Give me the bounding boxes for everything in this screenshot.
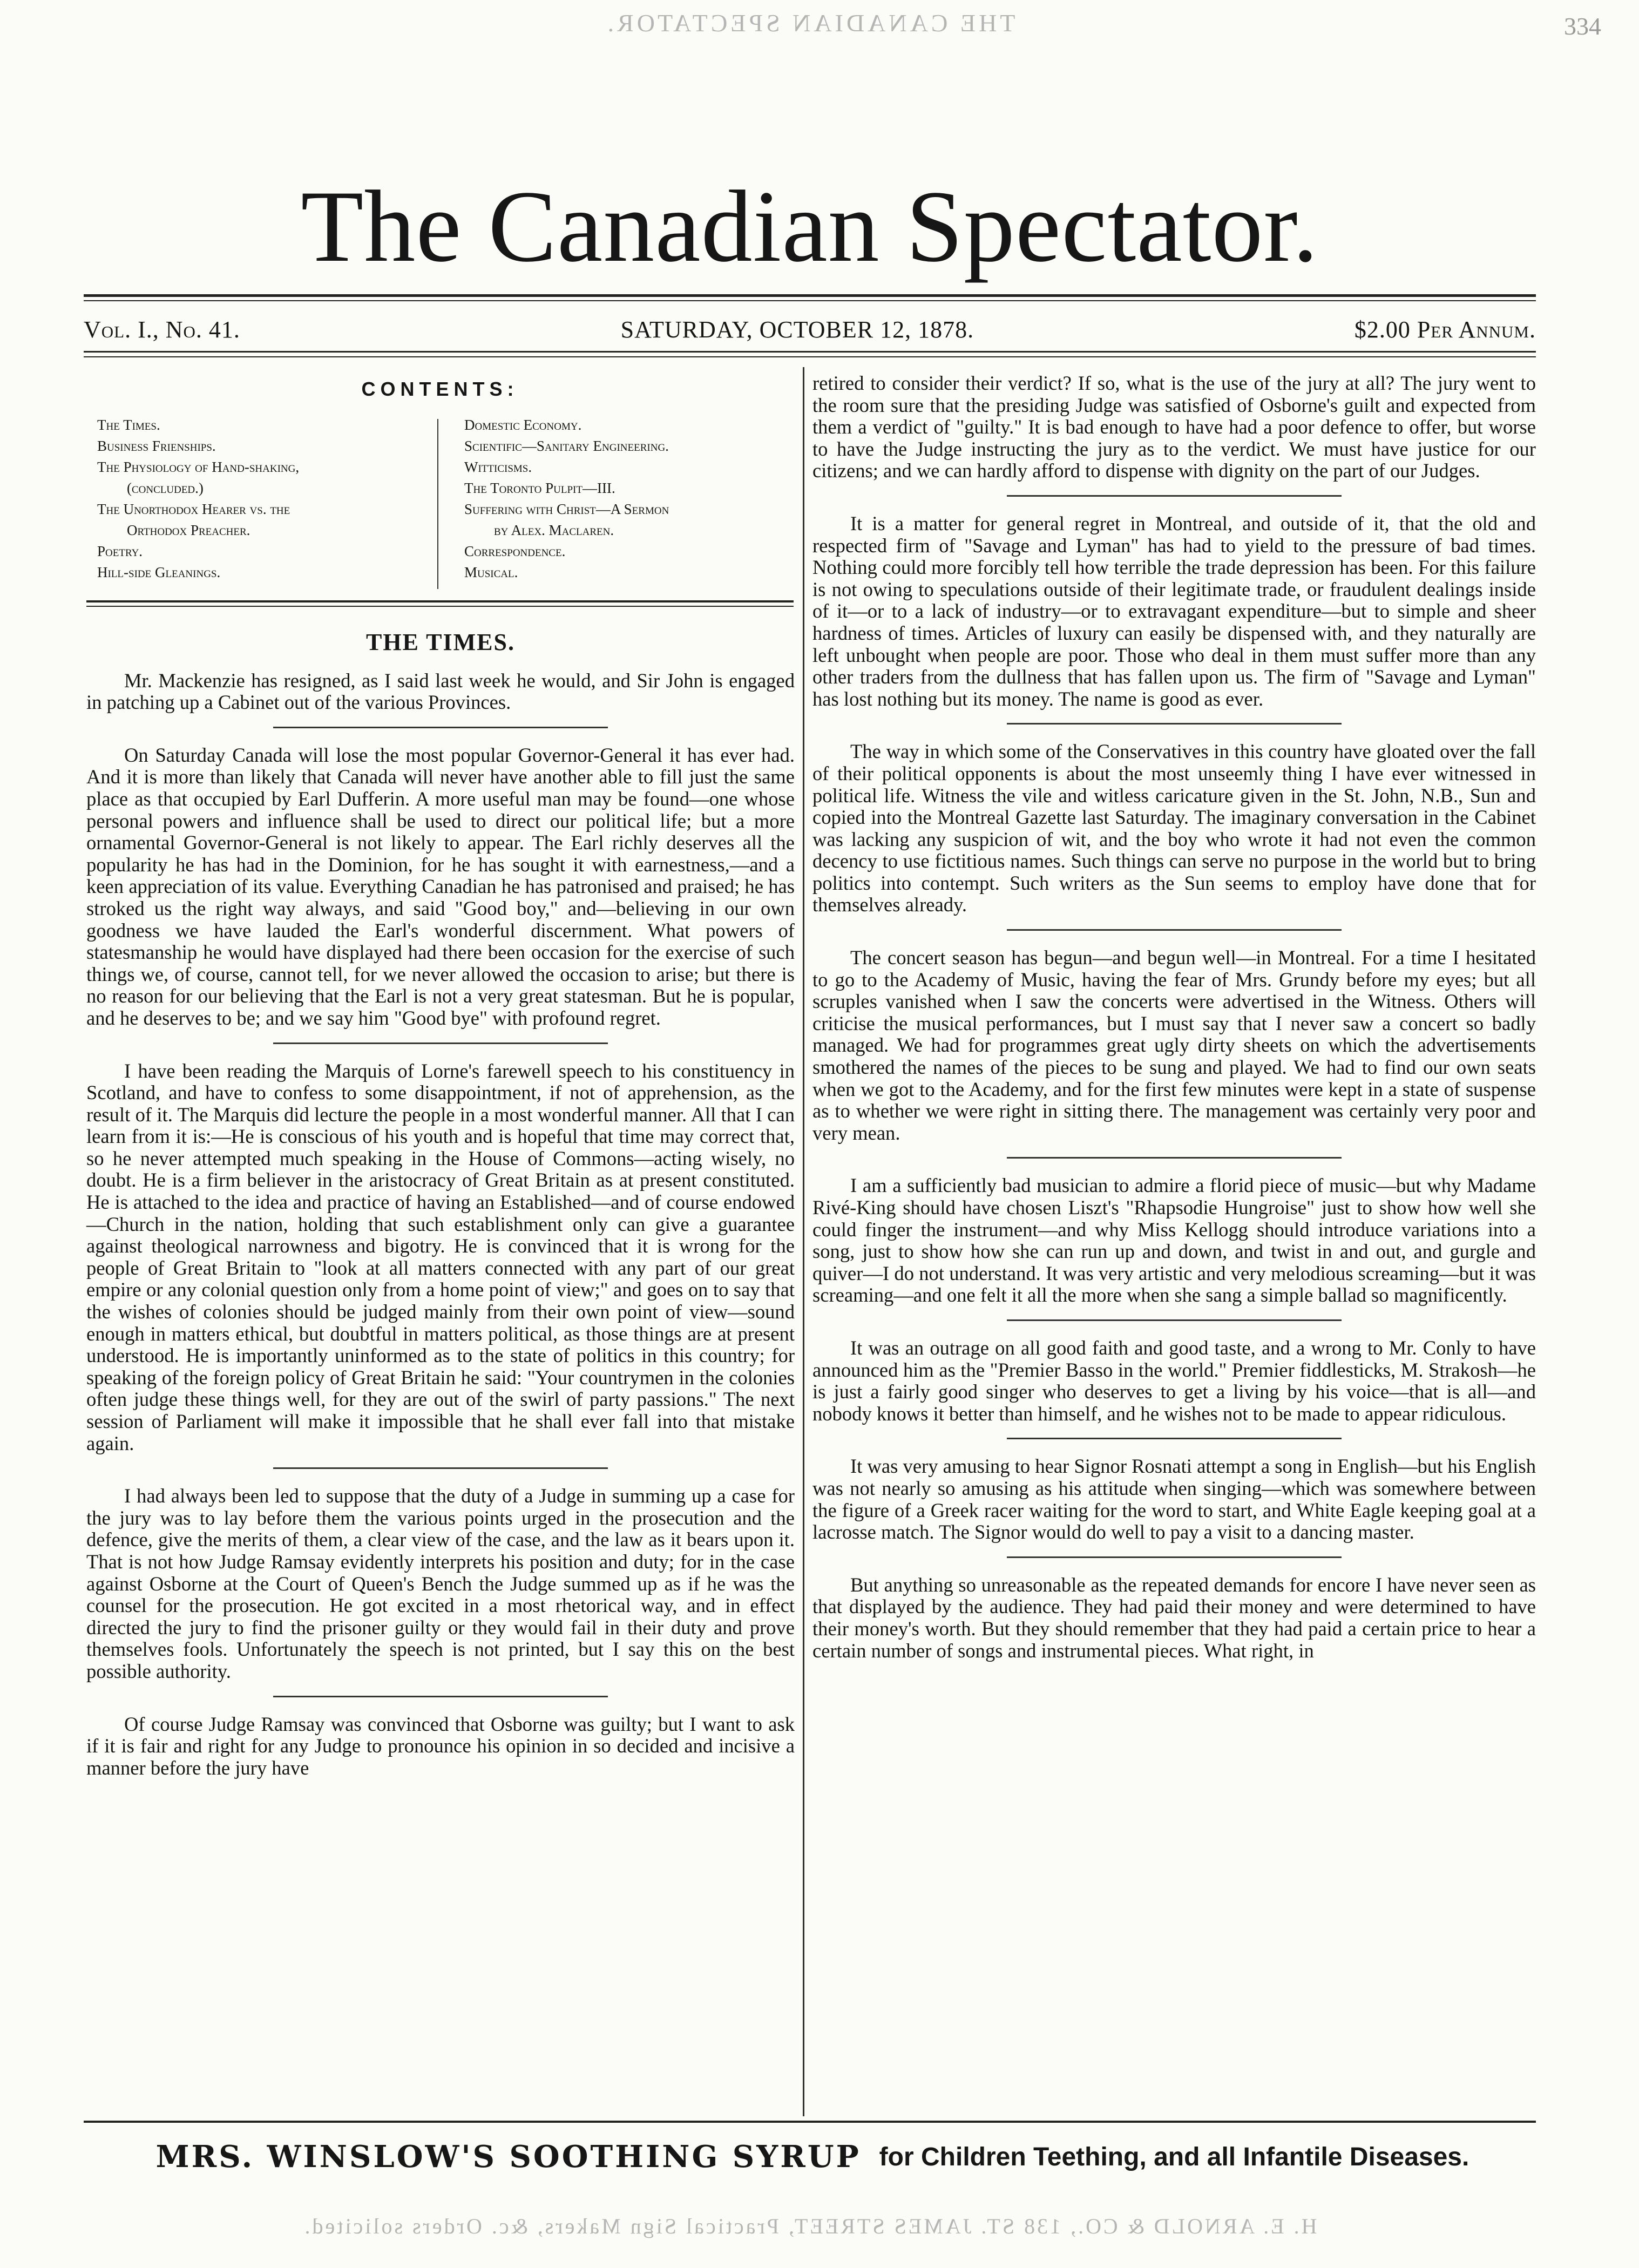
contents-item: The Toronto Pulpit—III.	[464, 480, 615, 496]
article-paragraph: The way in which some of the Conservatives in this country have gloated over the fall of their political opponents is about the most unseemly thing I have ever witnessed in political life. Witness the vile and witless caricature given in the St. John, N.B., Sun and copied into the Montreal Gazette last Saturday. The imaginary conversation in the Cabinet was lacking any suspicion of wit, and the boy who wrote it had not even the common decency to use fictitious names. Such things can serve no purpose in the world but to bring politics into contempt. Such writers as the Sun seems to employ have done that for themselves already.	[812, 740, 1536, 916]
contents-heading: CONTENTS:	[361, 378, 519, 400]
article-paragraph: It is a matter for general regret in Montreal, and outside of it, that the old and respected firm of "Savage and Lyman" has had to yield to the pressure of bad times. Nothing could more forcibly tell how terrible the trade depression has been. For this failure is not owing to speculations outside of their legitimate trade, or fraudulent dealings inside of it—or to a lack of industry—or to extravagant expenditure—but to simple and sheer hardness of times. Articles of luxury can easily be dispensed with, and they naturally are left unbought when people are poor. Those who deal in them must suffer more than any other traders from the dullness that has fallen upon us. The firm of "Savage and Lyman" has lost nothing but its money. The name is good as ever.	[812, 512, 1536, 710]
dateline-rule	[84, 351, 1536, 353]
left-column	[86, 615, 795, 1779]
article-paragraph: retired to consider their verdict? If so, what is the use of the jury at all? The jury went to the room sure that the presiding Judge was satisfied of Osborne's guilt and expected from them a verdict of "guilty." It is bad enough to have had a poor defence to offer, but worse to have the Judge instructing the jury as to the verdict. We must have justice for our citizens; and we can hardly afford to dispense with dignity on the part of our Judges.	[812, 372, 1536, 482]
section-separator	[1007, 495, 1342, 497]
article-paragraph: I had always been led to suppose that the duty of a Judge in summing up a case for the jury was to lay before them the various points urged in the prosecution and the defence, give the merits of them, a clear view of the case, and the law as it bears upon it. That is not how Judge Ramsay evidently interprets his position and duty; for in the case against Osborne at the Court of Queen's Bench the Judge summed up as if he was the counsel for the prosecution. He got excited in a most rhetorical way, and in effect directed the jury to find the prisoner guilty or they would fail in their duty and prove themselves fools. Unfortunately the speech is not printed, but I say this on the best possible authority.	[86, 1485, 795, 1682]
contents-divider	[437, 419, 438, 589]
advertisement-text: for Children Teething, and all Infantile Diseases.	[879, 2142, 1469, 2171]
masthead-title: The Canadian Spectator.	[301, 170, 1319, 283]
contents-item: The Unorthodox Hearer vs. the	[97, 501, 290, 517]
contents-item: Scientific—Sanitary Engineering.	[464, 438, 669, 454]
dateline	[84, 312, 1536, 347]
contents-box	[86, 378, 794, 594]
section-separator	[273, 1696, 608, 1697]
section-separator	[1007, 1157, 1342, 1159]
contents-item: Witticisms.	[464, 459, 532, 475]
contents-bottom-rule	[86, 600, 794, 602]
section-separator	[1007, 1556, 1342, 1558]
contents-item: Domestic Economy.	[464, 417, 582, 433]
section-separator	[1007, 1438, 1342, 1439]
right-column	[812, 373, 1536, 1662]
contents-item: Poetry.	[97, 543, 143, 559]
article-paragraph: The concert season has begun—and begun well—in Montreal. For a time I hesitated to go to the Academy of Music, having the fear of Mrs. Grundy before my eyes; but all scruples vanished when I saw the concerts were advertised in the Witness. Others will criticise the musical performances, but I must say that I never saw a concert so badly managed. We had for programmes great ugly dirty sheets on which the advertisements smothered the names of the pieces to be sung and played. We had to find our own seats when we got to the Academy, and for the first few minutes were kept in a state of suspense as to whether we were right in sitting there. The management was certainly very poor and very mean.	[812, 946, 1536, 1144]
issue-date: SATURDAY, OCTOBER 12, 1878.	[620, 316, 974, 343]
section-separator	[1007, 929, 1342, 931]
contents-item: The Physiology of Hand-shaking,	[97, 459, 300, 475]
article-paragraph: But anything so unreasonable as the repeated demands for encore I have never seen as that displayed by the audience. They had paid their money and were determined to have their money's worth. But they should remember that they had paid a certain price to hear a certain number of songs and instrumental pieces. What right, in	[812, 1573, 1536, 1662]
advertisement-product: MRS. WINSLOW'S SOOTHING SYRUP	[155, 2139, 861, 2175]
contents-item: Musical.	[464, 564, 518, 580]
article-paragraph: It was very amusing to hear Signor Rosnati attempt a song in English—but his English was not nearly so amusing as his attitude when singing—which was somewhere between the figure of a Greek racer waiting for the word to start, and White Eagle keeping goal at a lacrosse match. The Signor would do well to pay a visit to a dancing master.	[812, 1455, 1536, 1543]
section-separator	[1007, 1319, 1342, 1321]
advertisement-banner	[86, 2132, 1539, 2181]
contents-item: Correspondence.	[464, 543, 566, 559]
show-through-header: THE CANADIAN SPECTATOR.	[604, 9, 1015, 37]
masthead-rule-thin	[84, 300, 1536, 301]
contents-item: by Alex. Maclaren.	[494, 522, 614, 538]
contents-item: Orthodox Preacher.	[127, 522, 250, 538]
section-separator	[273, 1467, 608, 1469]
subscription-price: $2.00 Per Annum.	[1354, 316, 1536, 343]
article-paragraph: I have been reading the Marquis of Lorne's farewell speech to his constituency in Scotland, and have to confess to some disappointment, if not of apprehension, as the result of it. The Marquis did lecture the people in a most wonderful manner. All that I can learn from it is:—He is conscious of his youth and is hopeful that time may correct that, so he never attempted much speaking in the House of Commons—acting wisely, no doubt. He is a firm believer in the aristocracy of Great Britain as at present constituted. He is attached to the idea and practice of having an Established—and of course endowed—Church in the nation, holding that such establishment only can give a guarantee against theological narrowness and bigotry. He is convinced that it is wrong for the people of Great Britain to "look at all matters connected with any part of our great empire or any colonial question only from a home point of view;" and goes on to say that the wishes of colonies should be judged mainly from their own point of view—sound enough in matters ethical, but doubtful in matters political, as those things are at present understood. He is importantly uninformed as to the state of politics in this country; for speaking of the foreign policy of Great Britain he said: "Your countrymen in the colonies often judge these things well, for they are out of the swirl of party passions." The next session of Parliament will make it impossible that he shall ever fall into that mistake again.	[86, 1059, 795, 1454]
contents-item: Suffering with Christ—A Sermon	[464, 501, 669, 517]
show-through-footer: H. E. ARNOLD & CO., 138 ST. JAMES STREET, Practical Sign Makers, &c. Orders solicited.	[302, 2214, 1317, 2238]
column-divider	[803, 367, 804, 2116]
contents-item: Hill-side Gleanings.	[97, 564, 221, 580]
contents-grid	[86, 415, 794, 593]
section-separator	[273, 1042, 608, 1044]
article-paragraph: Of course Judge Ramsay was convinced that Osborne was guilty; but I want to ask if it is fair and right for any Judge to pronounce his opinion in so decided and incisive a manner before the jury have	[86, 1712, 795, 1779]
article-paragraph: Mr. Mackenzie has resigned, as I said last week he would, and Sir John is engaged in patching up a Cabinet out of the various Provinces.	[86, 669, 795, 714]
contents-right-list	[464, 415, 788, 583]
footer-rule	[84, 2121, 1536, 2123]
article-paragraph: I am a sufficiently bad musician to admire a florid piece of music—but why Madame Rivé-King should have chosen Liszt's "Rhapsodie Hungroise" just to show how well she could finger the instrument—and why Miss Kellogg should introduce variations into a song, just to show how she can run up and down, and twist in and out, and gurgle and quiver—I do not understand. It was very artistic and very melodious screaming—but it was screaming—and one felt it all the more when she sang a simple ballad so magnificently.	[812, 1174, 1536, 1306]
contents-item: The Times.	[97, 417, 160, 433]
contents-left-list	[97, 415, 421, 583]
contents-item: (concluded.)	[127, 480, 204, 496]
section-heading-the-times: THE TIMES.	[366, 629, 515, 655]
volume-number: Vol. I., No. 41.	[84, 316, 240, 343]
section-separator	[273, 727, 608, 728]
section-separator	[1007, 723, 1342, 725]
contents-item: Business Frienships.	[97, 438, 216, 454]
article-paragraph: On Saturday Canada will lose the most popular Governor-General it has ever had. And it is more than likely that Canada will never have another able to fill just the same place as that occupied by Earl Dufferin. A more useful man may be found—one whose personal powers and influence shall be used to direct our political life; but a more ornamental Governor-General is not likely to appear. The Earl richly deserves all the popularity he has had in the Dominion, for he has sought it with earnestness,—and a keen appreciation of its value. Everything Canadian he has patronised and praised; he has stroked us the right way always, and said "Good boy," and—believing in our own goodness we have lauded the Earl's wonderful discernment. What powers of statesmanship he would have displayed had there been occasion for the exercise of such things we, of course, cannot tell, for we never allowed the occasion to arise; but there is no reason for our believing that the Earl is not a very great statesman. But he is popular, and he deserves to be; and we say him "Good bye" with profound regret.	[86, 743, 795, 1029]
dateline-rule-thin	[84, 356, 1536, 357]
page-number: 334	[1564, 12, 1601, 40]
contents-bottom-rule-thin	[86, 606, 794, 607]
article-paragraph: It was an outrage on all good faith and good taste, and a wrong to Mr. Conly to have announced him as the "Premier Basso in the world." Premier fiddlesticks, M. Strakosh—he is just a fairly good singer who deserves to get a living by his voice—that is all—and nobody knows it better than himself, and he wishes not to be made to appear ridiculous.	[812, 1336, 1536, 1425]
masthead-rule	[84, 294, 1536, 297]
